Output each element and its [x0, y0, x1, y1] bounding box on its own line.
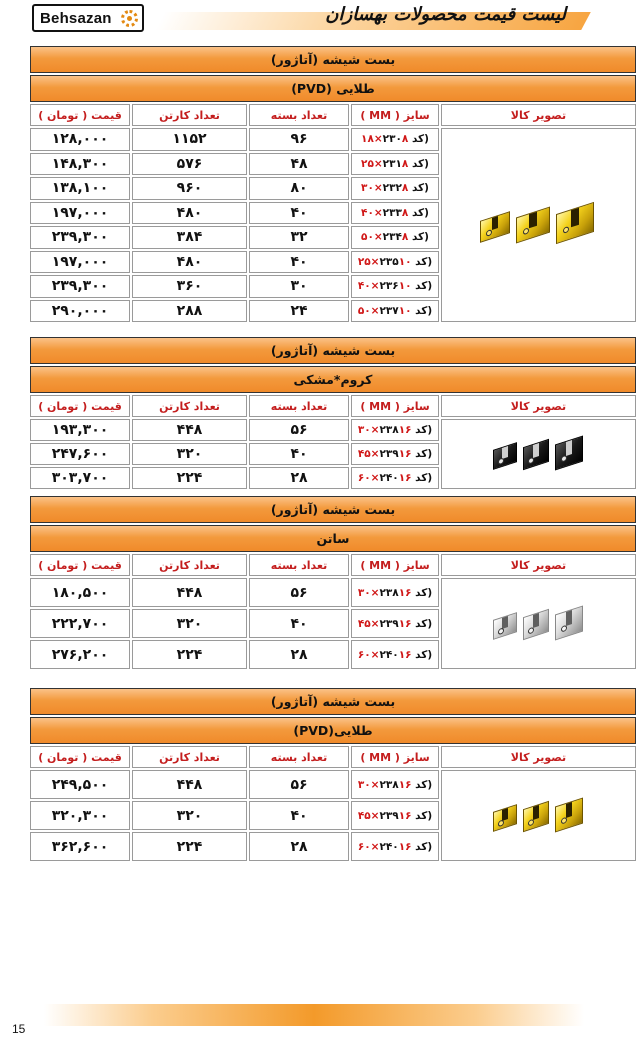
- column-header-price: قیمت ( تومان ): [30, 395, 130, 417]
- price-cell: ۱۸۰,۵۰۰: [30, 578, 130, 607]
- table-title: بست شیشه (آتاژور): [30, 337, 636, 364]
- table-subtitle: کروم*مشکی: [30, 366, 636, 393]
- column-header-price: قیمت ( تومان ): [30, 746, 130, 768]
- price-cell: ۱۹۷,۰۰۰: [30, 251, 130, 274]
- screw-icon: [563, 226, 569, 234]
- clamp-piece-1: [493, 612, 517, 640]
- carton-qty-cell: ۳۲۰: [132, 801, 247, 830]
- size-cell: [351, 419, 439, 441]
- column-header-pack-qty: تعداد بسته: [249, 746, 349, 768]
- pack-qty-cell: ۴۸: [249, 153, 349, 176]
- carton-qty-cell: ۵۷۶: [132, 153, 247, 176]
- product-code: (کد ۲۳۶: [379, 280, 433, 293]
- product-code: (کد ۲۳۵: [379, 255, 433, 268]
- column-header-pack-qty: تعداد بسته: [249, 104, 349, 126]
- column-header-image: تصویر کالا: [441, 395, 636, 417]
- carton-qty-cell: ۴۸۰: [132, 251, 247, 274]
- pack-qty-cell: ۴۰: [249, 609, 349, 638]
- size-cell: [351, 153, 439, 176]
- product-image-cell: [441, 770, 636, 861]
- screw-icon: [522, 228, 528, 236]
- price-cell: ۲۴۷,۶۰۰: [30, 443, 130, 465]
- size-dimension: ۱۶×۴۵: [357, 448, 412, 460]
- product-code: (کد ۲۳۸: [379, 424, 433, 436]
- clamp-piece-1: [493, 804, 517, 832]
- size-dimension: ۱۶×۴۵: [357, 809, 412, 822]
- column-header-size: سایز ( MM ): [351, 746, 439, 768]
- carton-qty-cell: ۴۸۰: [132, 202, 247, 225]
- pack-qty-cell: ۵۶: [249, 578, 349, 607]
- product-code: (کد ۲۳۸: [379, 778, 433, 791]
- price-cell: ۱۳۸,۱۰۰: [30, 177, 130, 200]
- clamp-piece-1: [493, 442, 517, 470]
- carton-qty-cell: ۴۴۸: [132, 419, 247, 441]
- product-code: (کد ۲۴۰: [379, 472, 433, 484]
- column-header-price: قیمت ( تومان ): [30, 104, 130, 126]
- price-table-3: [28, 494, 638, 671]
- column-header-size: سایز ( MM ): [351, 554, 439, 576]
- size-dimension: ۸×۵۰: [361, 231, 409, 244]
- carton-qty-cell: ۱۱۵۲: [132, 128, 247, 151]
- price-cell: ۲۲۲,۷۰۰: [30, 609, 130, 638]
- column-header-price: قیمت ( تومان ): [30, 554, 130, 576]
- column-header-image: تصویر کالا: [441, 746, 636, 768]
- price-table-1: [28, 44, 638, 324]
- table-title: بست شیشه (آتاژور): [30, 688, 636, 715]
- size-cell: [351, 832, 439, 861]
- pack-qty-cell: ۵۶: [249, 770, 349, 799]
- product-code: (کد ۲۳۷: [379, 304, 433, 317]
- price-cell: ۱۹۷,۰۰۰: [30, 202, 130, 225]
- size-dimension: ۱۶×۶۰: [357, 648, 412, 661]
- size-cell: [351, 467, 439, 489]
- size-cell: [351, 770, 439, 799]
- size-cell: [351, 640, 439, 669]
- size-cell: [351, 202, 439, 225]
- screw-icon: [497, 457, 503, 465]
- size-dimension: ۸×۴۰: [361, 206, 409, 219]
- pack-qty-cell: ۲۴: [249, 300, 349, 323]
- clamp-piece-2: [523, 800, 549, 831]
- clamp-piece-3: [555, 797, 583, 832]
- price-cell: ۲۳۹,۳۰۰: [30, 275, 130, 298]
- carton-qty-cell: ۴۴۸: [132, 770, 247, 799]
- screw-icon: [560, 624, 566, 632]
- brand-logo: [32, 4, 144, 32]
- pack-qty-cell: ۴۰: [249, 202, 349, 225]
- price-cell: ۳۰۳,۷۰۰: [30, 467, 130, 489]
- product-code: (کد ۲۳۸: [379, 586, 433, 599]
- pack-qty-cell: ۳۲: [249, 226, 349, 249]
- product-image-cell: [441, 128, 636, 322]
- table-row: [30, 578, 636, 607]
- size-dimension: ۱۶×۳۰: [357, 778, 412, 791]
- pack-qty-cell: ۴۰: [249, 251, 349, 274]
- footer-decoration-bar: [44, 1004, 584, 1026]
- price-cell: ۱۲۸,۰۰۰: [30, 128, 130, 151]
- column-header-size: سایز ( MM ): [351, 104, 439, 126]
- size-cell: [351, 300, 439, 323]
- glass-clamp-product-image: [493, 432, 585, 476]
- column-header-carton-qty: تعداد کارتن: [132, 104, 247, 126]
- size-cell: [351, 177, 439, 200]
- table-title: بست شیشه (آتاژور): [30, 496, 636, 523]
- column-header-carton-qty: تعداد کارتن: [132, 746, 247, 768]
- column-header-image: تصویر کالا: [441, 554, 636, 576]
- size-cell: [351, 443, 439, 465]
- carton-qty-cell: ۳۶۰: [132, 275, 247, 298]
- screw-icon: [528, 626, 534, 634]
- carton-qty-cell: ۳۲۰: [132, 443, 247, 465]
- table-subtitle: طلایی (PVD): [30, 75, 636, 102]
- price-cell: ۲۷۶,۲۰۰: [30, 640, 130, 669]
- clamp-piece-3: [555, 435, 583, 470]
- product-code: (کد ۲۳۱: [382, 157, 429, 170]
- size-dimension: ۱۶×۴۵: [357, 617, 412, 630]
- column-header-pack-qty: تعداد بسته: [249, 395, 349, 417]
- size-cell: [351, 578, 439, 607]
- clamp-piece-1: [480, 211, 510, 243]
- product-code: (کد ۲۴۰: [379, 840, 433, 853]
- price-cell: ۲۴۹,۵۰۰: [30, 770, 130, 799]
- brand-name: Behsazan: [40, 9, 112, 27]
- screw-icon: [497, 627, 503, 635]
- carton-qty-cell: ۲۲۴: [132, 640, 247, 669]
- table-title: بست شیشه (آتاژور): [30, 46, 636, 73]
- size-dimension: ۱۰×۴۰: [357, 280, 412, 293]
- size-dimension: ۱۶×۳۰: [357, 586, 412, 599]
- price-cell: ۱۴۸,۳۰۰: [30, 153, 130, 176]
- page-title: لیست قیمت محصولات بهسازان: [325, 4, 566, 25]
- table-row: [30, 128, 636, 151]
- price-table-4: [28, 686, 638, 863]
- column-header-pack-qty: تعداد بسته: [249, 554, 349, 576]
- price-cell: ۲۹۰,۰۰۰: [30, 300, 130, 323]
- column-header-carton-qty: تعداد کارتن: [132, 395, 247, 417]
- size-dimension: ۸×۲۵: [361, 157, 409, 170]
- carton-qty-cell: ۲۸۸: [132, 300, 247, 323]
- size-cell: [351, 226, 439, 249]
- size-dimension: ۸×۱۸: [361, 133, 409, 146]
- size-cell: [351, 801, 439, 830]
- table-row: [30, 770, 636, 799]
- clamp-piece-2: [523, 439, 549, 470]
- clamp-piece-3: [555, 605, 583, 640]
- gear-icon: [121, 10, 138, 27]
- screw-icon: [560, 816, 566, 824]
- pack-qty-cell: ۴۰: [249, 443, 349, 465]
- clamp-piece-2: [516, 206, 550, 243]
- pack-qty-cell: ۸۰: [249, 177, 349, 200]
- product-code: (کد ۲۳۹: [379, 448, 433, 460]
- table-row: [30, 419, 636, 441]
- price-cell: ۲۳۹,۳۰۰: [30, 226, 130, 249]
- size-dimension: ۱۶×۳۰: [357, 424, 412, 436]
- screw-icon: [497, 819, 503, 827]
- carton-qty-cell: ۳۲۰: [132, 609, 247, 638]
- price-cell: ۳۶۲,۶۰۰: [30, 832, 130, 861]
- column-header-size: سایز ( MM ): [351, 395, 439, 417]
- page-number: 15: [12, 1022, 26, 1036]
- size-cell: [351, 275, 439, 298]
- pack-qty-cell: ۳۰: [249, 275, 349, 298]
- pack-qty-cell: ۵۶: [249, 419, 349, 441]
- carton-qty-cell: ۳۸۴: [132, 226, 247, 249]
- size-cell: [351, 128, 439, 151]
- product-code: (کد ۲۳۰: [382, 133, 429, 146]
- size-cell: [351, 609, 439, 638]
- clamp-piece-2: [523, 608, 549, 639]
- column-header-image: تصویر کالا: [441, 104, 636, 126]
- table-subtitle: طلایی(PVD): [30, 717, 636, 744]
- product-code: (کد ۲۳۳: [382, 206, 429, 219]
- size-dimension: ۱۰×۲۵: [357, 255, 412, 268]
- size-dimension: ۱۰×۵۰: [357, 304, 412, 317]
- glass-clamp-product-image: [493, 794, 585, 838]
- screw-icon: [528, 818, 534, 826]
- price-table-2: [28, 335, 638, 491]
- pack-qty-cell: ۹۶: [249, 128, 349, 151]
- pack-qty-cell: ۲۸: [249, 467, 349, 489]
- column-header-carton-qty: تعداد کارتن: [132, 554, 247, 576]
- pack-qty-cell: ۲۸: [249, 640, 349, 669]
- screw-icon: [486, 229, 492, 237]
- product-code: (کد ۲۳۲: [382, 182, 429, 195]
- size-dimension: ۸×۳۰: [361, 182, 409, 195]
- glass-clamp-product-image: [480, 200, 598, 250]
- product-code: (کد ۲۳۹: [379, 809, 433, 822]
- carton-qty-cell: ۲۲۴: [132, 832, 247, 861]
- product-code: (کد ۲۳۴: [382, 231, 429, 244]
- clamp-piece-3: [556, 202, 594, 244]
- table-subtitle: ساتن: [30, 525, 636, 552]
- carton-qty-cell: ۹۶۰: [132, 177, 247, 200]
- product-code: (کد ۲۳۹: [379, 617, 433, 630]
- carton-qty-cell: ۴۴۸: [132, 578, 247, 607]
- carton-qty-cell: ۲۲۴: [132, 467, 247, 489]
- product-image-cell: [441, 578, 636, 669]
- product-code: (کد ۲۴۰: [379, 648, 433, 661]
- size-dimension: ۱۶×۶۰: [357, 472, 412, 484]
- screw-icon: [560, 455, 566, 463]
- glass-clamp-product-image: [493, 602, 585, 646]
- price-cell: ۱۹۳,۳۰۰: [30, 419, 130, 441]
- size-cell: [351, 251, 439, 274]
- pack-qty-cell: ۴۰: [249, 801, 349, 830]
- price-cell: ۳۲۰,۳۰۰: [30, 801, 130, 830]
- size-dimension: ۱۶×۶۰: [357, 840, 412, 853]
- screw-icon: [528, 456, 534, 464]
- pack-qty-cell: ۲۸: [249, 832, 349, 861]
- product-image-cell: [441, 419, 636, 489]
